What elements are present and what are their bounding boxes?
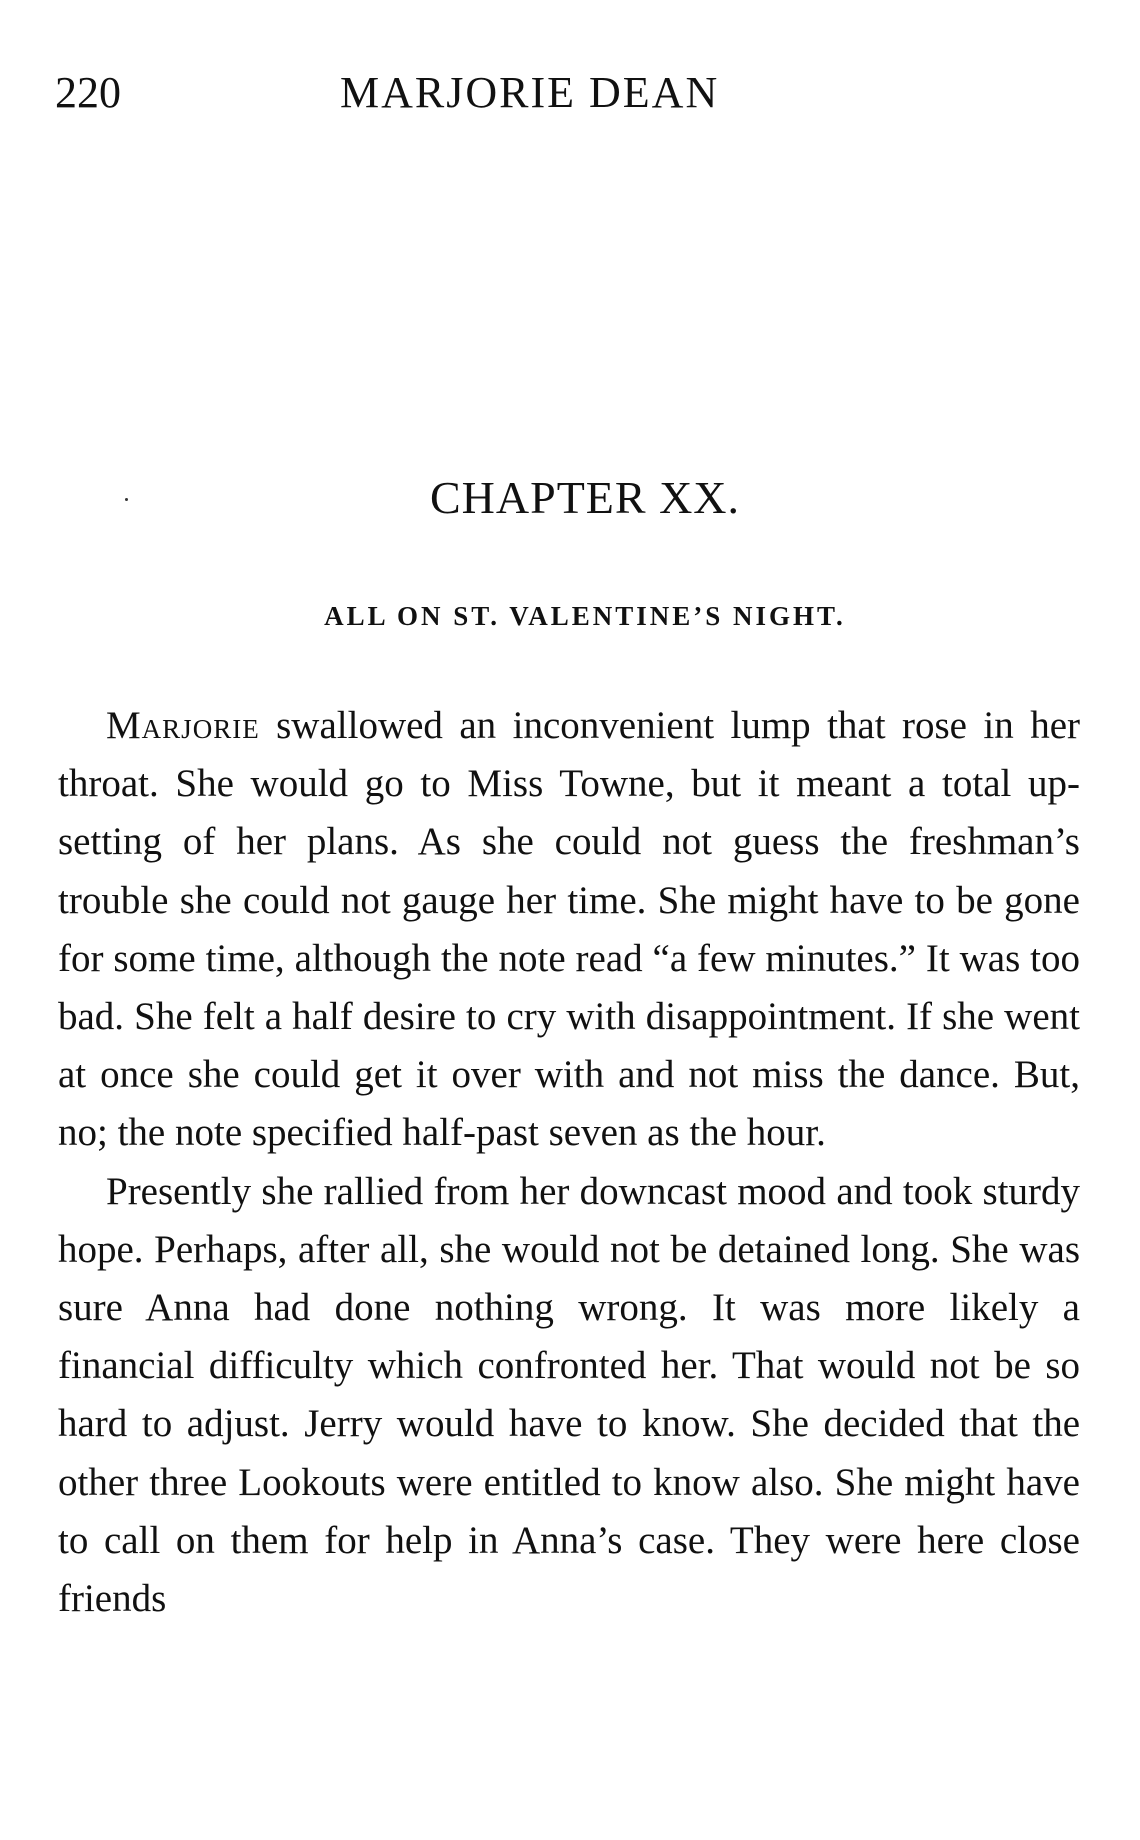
page-number: 220 bbox=[55, 68, 121, 117]
chapter-subtitle: ALL ON ST. VALENTINE’S NIGHT. bbox=[324, 601, 846, 631]
paragraph-lead-word: Marjorie bbox=[106, 704, 260, 747]
running-head bbox=[55, 68, 800, 118]
running-title: MARJORIE DEAN bbox=[340, 68, 720, 117]
paragraph-1 bbox=[58, 697, 1080, 1163]
paragraph-2: Presently she rallied from her downcast mood and took sturdy hope. Perhaps, after all, she would not be detained long. She was sure Anna had done nothing wrong. It was more likely a financial difficulty which confronted her. That would not be so hard to adjust. Jerry would have to know. She decided that the other three Lookouts were entitled to know also. She might have to call on them for help in Anna’s case. They were here close friends bbox=[58, 1169, 1080, 1621]
body-text bbox=[58, 697, 1080, 1628]
paragraph-1-text: swallowed an inconvenient lump that rose in her throat. She would go to Miss Towne, but it meant a total up-setting of her plans. As she could not guess the freshman’s trouble she could not gauge her time. She might have to be gone for some time, although the note read “a few minutes.” It was too bad. She felt a half desire to cry with disappointment. If she went at once she could get it over with and not miss the dance. But, no; the note specified half-past seven as the hour. bbox=[58, 704, 1080, 1155]
chapter-title: CHAPTER XX. bbox=[429, 472, 741, 523]
